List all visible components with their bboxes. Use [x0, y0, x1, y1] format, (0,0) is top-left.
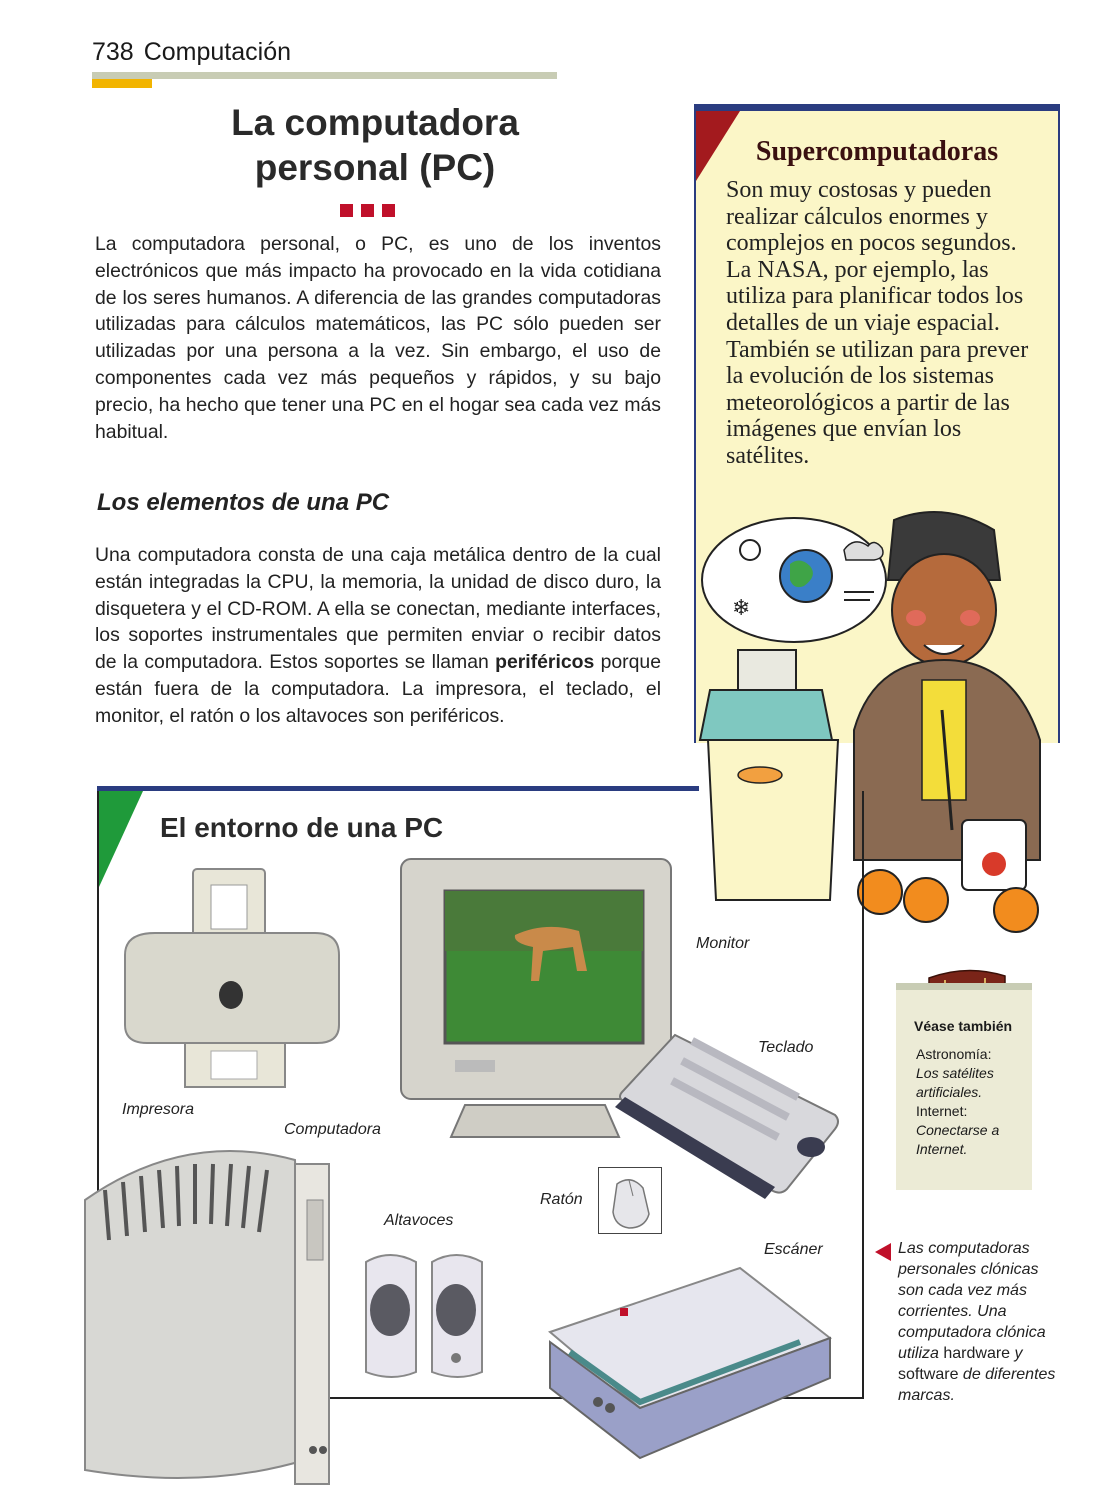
caption-computer: Computadora — [284, 1121, 381, 1138]
mouse-icon — [599, 1168, 661, 1233]
caption-speakers: Altavoces — [384, 1212, 454, 1229]
intro-paragraph: La computadora personal, o PC, es uno de los inventos electrónicos que más impacto ha provocado en la vida cotidiana de los seres humanos. A diferencia de las grandes computadoras utilizadas para cálculos matemáticos, las PC sólo pueden ser utilizadas por una persona a la vez. Sin embargo, el uso de componentes cada vez más pequeños y rápidos, y su bajo precio, ha hecho que tener una PC en el hogar sea cada vez más habitual. — [95, 233, 661, 443]
title-line-2: personal (PC) — [254, 147, 496, 188]
see-also-link-1[interactable]: Los satélites artificiales. — [916, 1065, 994, 1100]
caption-printer: Impresora — [122, 1101, 195, 1118]
see-also-topic-2: Internet: — [916, 1103, 968, 1119]
see-also-topic-1: Astronomía: — [916, 1046, 992, 1062]
see-also-bar — [896, 983, 1032, 990]
speakers-image — [360, 1248, 490, 1388]
see-also-list — [916, 1045, 1026, 1159]
caption-mouse: Ratón — [540, 1191, 583, 1208]
sidebar-text: Son muy costosas y pueden realizar cálculos enormes y complejos en pocos segundos. La NASA, por ejemplo, las utiliza para planificar todos los detalles de un viaje espacial. También se utilizan para prever la evolución de los sistemas meteorológicos a partir de las imágenes que envían los satélites. — [726, 177, 1029, 469]
subheading: Los elementos de una PC — [97, 489, 390, 516]
note-software: software — [898, 1366, 959, 1383]
mouse-image — [598, 1167, 662, 1234]
header-accent — [92, 79, 152, 88]
printer-image — [115, 865, 345, 1095]
note-hardware: hardware — [943, 1345, 1011, 1362]
title-line-1: La computadora — [231, 102, 519, 143]
caption-monitor: Monitor — [696, 935, 750, 952]
title-ornament — [336, 204, 399, 222]
see-also-link-2[interactable]: Conectarse a Internet. — [916, 1122, 1000, 1157]
header-rule — [92, 72, 557, 79]
see-also-title: Véase también — [914, 1018, 1013, 1034]
section-title: Computación — [143, 38, 292, 66]
computer-tower-image — [75, 1140, 335, 1490]
sidebar-title: Supercomputadoras — [755, 136, 999, 167]
note-text-1: Las computadoras personales clónicas son cada vez más corrientes. Una computadora clónica utiliza — [898, 1240, 1046, 1362]
caption-scanner: Escáner — [764, 1241, 823, 1258]
note-text-3: de diferentes marcas. — [898, 1366, 1056, 1404]
page-header — [92, 38, 291, 67]
para2-text-b: porque están fuera de la computadora. La impresora, el teclado, el monitor, el ratón o los altavoces son periféricos. — [95, 651, 661, 727]
note-text-2: y — [1010, 1345, 1023, 1362]
sidebar-top-bar — [694, 104, 1060, 111]
page-number: 738 — [92, 38, 134, 66]
svg-text:❄: ❄ — [732, 596, 751, 621]
elements-paragraph — [95, 542, 661, 730]
peripherals-term: periféricos — [495, 651, 595, 674]
scanner-image — [540, 1262, 840, 1487]
environment-title: El entorno de una PC — [160, 812, 444, 843]
clone-computers-note — [898, 1238, 1058, 1406]
thought-bubble — [702, 518, 886, 642]
para2-text-a: Una computadora consta de una caja metálica dentro de la cual están integradas la CPU, la memoria, la unidad de disco duro, la disquetera y el CD-ROM. A ella se conectan, mediante interfaces, los soportes instrumentales que permiten enviar o recibir datos de la computadora. Estos soportes se llaman — [95, 544, 661, 674]
pointer-triangle-icon — [873, 1243, 893, 1261]
see-also-box — [896, 990, 1032, 1190]
article-title — [150, 100, 600, 190]
caption-keyboard: Teclado — [758, 1039, 814, 1056]
